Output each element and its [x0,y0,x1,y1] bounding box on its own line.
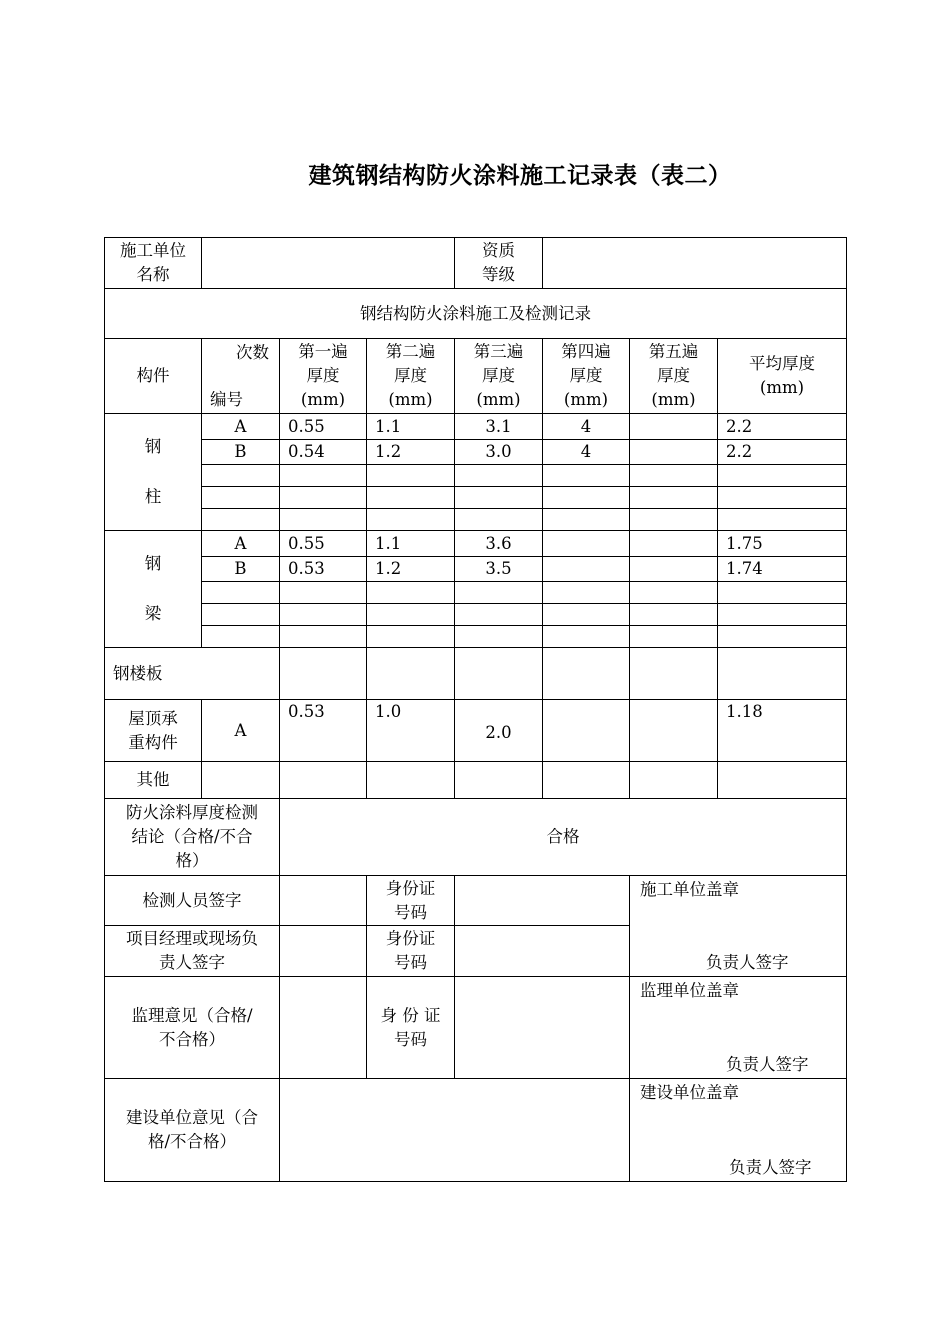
row-id: A [202,700,280,762]
other-label: 其他 [105,762,202,799]
id-number-field[interactable] [455,977,630,1079]
owner-row [105,1079,847,1182]
cell-pass-5 [630,440,718,465]
cell-pass-2: 1.1 [367,531,455,557]
inspector-sign-field[interactable] [280,876,367,926]
header-row [105,238,847,289]
cell-pass-3: 3.5 [455,557,543,582]
cell-average: 2.2 [718,440,847,465]
cell-pass-3: 3.1 [455,414,543,440]
table-row-empty [105,582,847,604]
record-table [104,237,847,1182]
supervision-row [105,977,847,1079]
col-pass-5: 第五遍 厚度 (mm) [630,339,718,414]
cell-average: 1.75 [718,531,847,557]
col-pass-3: 第三遍 厚度 (mm) [455,339,543,414]
id-number-field[interactable] [455,876,630,926]
table-row-empty [105,626,847,648]
table-row [105,700,847,762]
table-row-empty [105,509,847,531]
cell-pass-5 [630,414,718,440]
cell-pass-1: 0.53 [280,700,367,762]
cell-pass-5 [630,557,718,582]
id-number-label: 身 份 证 号码 [367,977,455,1079]
owner-opinion-field[interactable] [280,1079,630,1182]
conclusion-value: 合格 [280,799,847,876]
table-row [105,557,847,582]
cell-pass-5 [630,531,718,557]
id-number-label: 身份证 号码 [367,926,455,977]
floor-slab-label: 钢楼板 [105,648,280,700]
table-row [105,414,847,440]
manager-sign-field[interactable] [280,926,367,977]
cell-pass-2: 1.0 [367,700,455,762]
manager-sign-label: 项目经理或现场负 责人签字 [105,926,280,977]
steel-beam-label: 钢 梁 [105,531,202,648]
id-number-field[interactable] [455,926,630,977]
col-count-number: 次数 编号 [202,339,280,414]
cell-average: 1.74 [718,557,847,582]
id-number-label: 身份证 号码 [367,876,455,926]
qualification-value[interactable] [543,238,847,289]
table-row [105,648,847,700]
owner-unit-stamp: 建设单位盖章 负责人签字 [630,1079,847,1182]
cell-pass-3: 3.0 [455,440,543,465]
section-title: 钢结构防火涂料施工及检测记录 [105,289,847,339]
row-id: B [202,440,280,465]
col-pass-4: 第四遍 厚度 (mm) [543,339,630,414]
cell-pass-1: 0.55 [280,531,367,557]
row-id: B [202,557,280,582]
owner-opinion-label: 建设单位意见（合 格/不合格） [105,1079,280,1182]
col-component: 构件 [105,339,202,414]
document-title: 建筑钢结构防火涂料施工记录表（表二） [308,163,732,189]
conclusion-row [105,799,847,876]
column-header-row [105,339,847,414]
table-row-empty [105,487,847,509]
qualification-label: 资质 等级 [455,238,543,289]
unit-name-label: 施工单位 名称 [105,238,202,289]
roof-member-label: 屋顶承 重构件 [105,700,202,762]
supervision-unit-stamp: 监理单位盖章 负责人签字 [630,977,847,1079]
col-pass-1: 第一遍 厚度 (mm) [280,339,367,414]
cell-pass-1: 0.55 [280,414,367,440]
cell-pass-1: 0.54 [280,440,367,465]
col-pass-2: 第二遍 厚度 (mm) [367,339,455,414]
construction-unit-stamp: 施工单位盖章 负责人签字 [630,876,847,977]
supervision-opinion-field[interactable] [280,977,367,1079]
row-id: A [202,531,280,557]
cell-pass-1: 0.53 [280,557,367,582]
cell-pass-3: 2.0 [455,700,543,762]
table-row-empty [105,604,847,626]
supervision-opinion-label: 监理意见（合格/ 不合格） [105,977,280,1079]
steel-column-label: 钢 柱 [105,414,202,531]
cell-average: 1.18 [718,700,847,762]
col-average: 平均厚度 (mm) [718,339,847,414]
cell-pass-4: 4 [543,440,630,465]
cell-pass-4 [543,531,630,557]
table-row [105,762,847,799]
cell-pass-2: 1.2 [367,440,455,465]
inspector-sign-label: 检测人员签字 [105,876,280,926]
signature-row [105,876,847,926]
conclusion-label: 防火涂料厚度检测 结论（合格/不合 格） [105,799,280,876]
row-id: A [202,414,280,440]
cell-average: 2.2 [718,414,847,440]
table-row [105,531,847,557]
table-row [105,440,847,465]
unit-name-value[interactable] [202,238,455,289]
table-row-empty [105,465,847,487]
cell-pass-4 [543,557,630,582]
cell-pass-4: 4 [543,414,630,440]
cell-pass-2: 1.2 [367,557,455,582]
cell-pass-2: 1.1 [367,414,455,440]
cell-pass-3: 3.6 [455,531,543,557]
